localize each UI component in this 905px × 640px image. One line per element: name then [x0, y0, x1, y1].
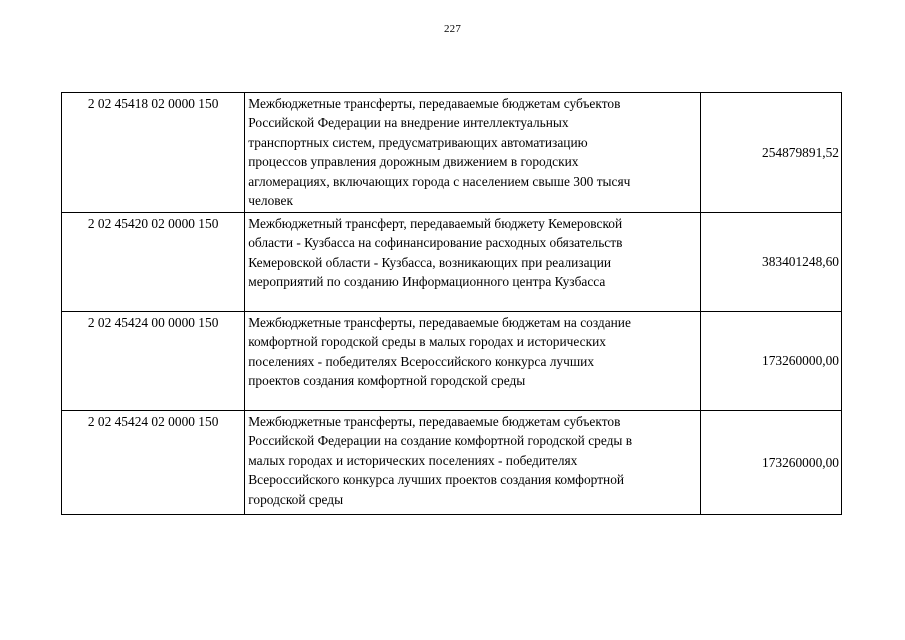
amount-cell: 254879891,52	[700, 93, 841, 213]
description-line: области - Кузбасса на софинансирование расходных обязательств	[248, 235, 623, 251]
description-line: транспортных систем, предусматривающих автоматизацию	[248, 134, 588, 150]
description-line: поселениях - победителях Всероссийского конкурса лучших	[248, 353, 595, 369]
description-line: мероприятий по созданию Информационного центра Кузбасса	[248, 274, 606, 290]
table-row	[62, 411, 842, 515]
budget-table	[61, 92, 842, 515]
description-line: городской среды	[248, 491, 344, 507]
description-line: Межбюджетные трансферты, передаваемые бюджетам субъектов	[248, 96, 621, 111]
description-line: человек	[248, 193, 293, 209]
amount-cell: 173260000,00	[700, 312, 841, 411]
description-line: Всероссийского конкурса лучших проектов создания комфортной	[248, 472, 625, 488]
budget-code-cell: 2 02 45424 00 0000 150	[62, 312, 245, 411]
description-line: Межбюджетные трансферты, передаваемые бюджетам субъектов	[248, 414, 621, 429]
table-row	[62, 93, 842, 213]
page-number: 227	[443, 23, 462, 35]
budget-code-cell: 2 02 45418 02 0000 150	[62, 93, 245, 213]
description-cell	[245, 312, 701, 411]
description-line: Российской Федерации на внедрение интеллектуальных	[248, 115, 569, 131]
description-line: процессов управления дорожным движением в городских	[248, 154, 579, 170]
description-cell	[245, 411, 701, 515]
table-row	[62, 312, 842, 411]
description-line: малых городах и исторических поселениях - победителях	[248, 452, 578, 468]
description-line: Межбюджетный трансферт, передаваемый бюджету Кемеровской	[248, 216, 623, 231]
description-line: комфортной городской среды в малых городах и исторических	[248, 334, 606, 350]
description-line: Кемеровской области - Кузбасса, возникающих при реализации	[248, 254, 612, 270]
description-line: агломерациях, включающих города с населением свыше 300 тысяч	[248, 173, 631, 189]
amount-cell: 173260000,00	[700, 411, 841, 515]
description-line: проектов создания комфортной городской среды	[248, 373, 526, 389]
budget-code-cell: 2 02 45420 02 0000 150	[62, 213, 245, 312]
budget-code-cell: 2 02 45424 02 0000 150	[62, 411, 245, 515]
description-line: Российской Федерации на создание комфортной городской среды в	[248, 433, 633, 449]
description-cell	[245, 93, 701, 213]
description-cell	[245, 213, 701, 312]
description-line: Межбюджетные трансферты, передаваемые бюджетам на создание	[248, 315, 631, 330]
table-row	[62, 213, 842, 312]
amount-cell: 383401248,60	[700, 213, 841, 312]
